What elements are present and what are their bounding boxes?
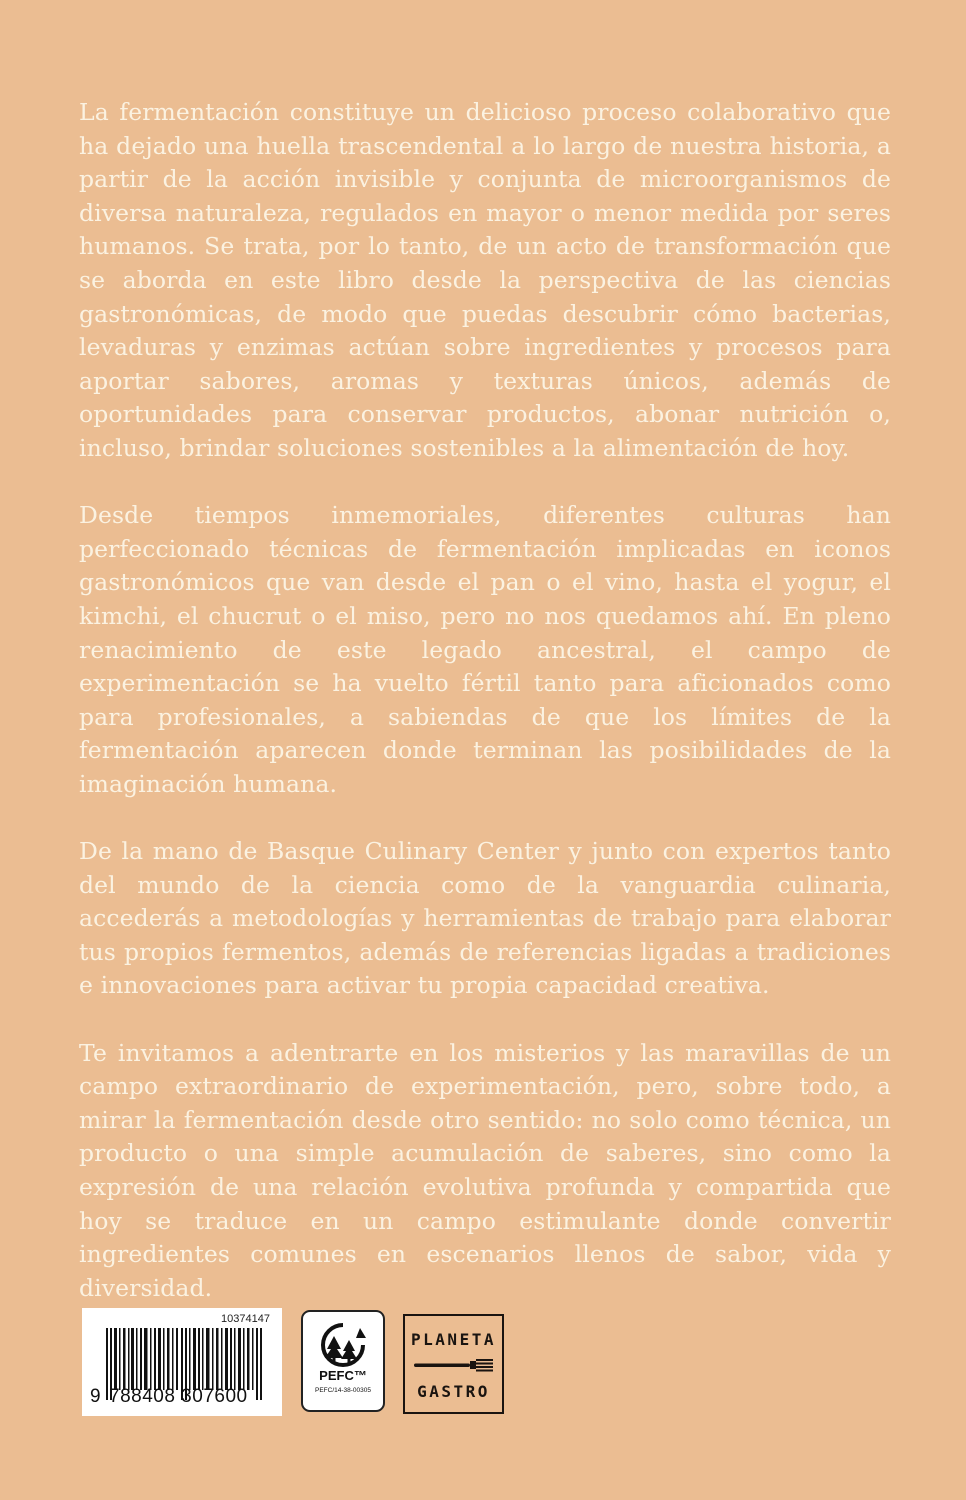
paragraph-4: Te invitamos a adentrarte en los misterios y las maravillas de un campo extraordinario de experimentación, pero, sobre todo, a mirar la fermentación desde otro sentido: no solo como técnica, un producto o una simple acumulación de saberes, sino como la expresión de una relación evolutiva profunda y compartida que hoy se traduce en un campo estimulante donde convertir ingredientes comunes en escenarios llenos de sabor, vida y diversidad. — [79, 1038, 891, 1302]
isbn-barcode — [82, 1308, 282, 1416]
pefc-certification-mark — [301, 1310, 385, 1412]
publisher-logo — [403, 1314, 504, 1414]
isbn-first-digit: 9 — [90, 1386, 101, 1407]
pefc-label: PEFC™ — [319, 1368, 367, 1383]
fork-icon — [414, 1357, 494, 1373]
pefc-code: PEFC/14-38-00305 — [314, 1387, 371, 1394]
back-cover-text — [79, 96, 891, 1339]
isbn-digits: 788408 307600 — [109, 1386, 248, 1407]
paragraph-1: La fermentación constituye un delicioso proceso colaborativo que ha dejado una huella trascendental a lo largo de nuestra historia, a partir de la acción invisible y conjunta de microorganismos de diversa naturaleza, regulados en mayor o menor medida por seres humanos. Se trata, por lo tanto, de un acto de transformación que se aborda en este libro desde la perspectiva de las ciencias gastronómicas, de modo que puedas descubrir cómo bacterias, levaduras y enzimas actúan sobre ingredientes y procesos para aportar sabores, aromas y texturas únicos, además de oportunidades para conservar productos, abonar nutrición o, incluso, brindar soluciones sostenibles a la alimentación de hoy. — [79, 98, 891, 462]
paragraph-3: De la mano de Basque Culinary Center y junto con expertos tanto del mundo de la ciencia como de la vanguardia culinaria, accederás a metodologías y herramientas de trabajo para elaborar tus propios fermentos, además de referencias ligadas a tradiciones e innovaciones para activar tu propia capacidad creativa. — [79, 837, 891, 1000]
pefc-tree-icon — [316, 1322, 370, 1368]
publisher-name-line1: PLANETA — [411, 1330, 496, 1349]
publisher-name-line2: GASTRO — [417, 1382, 490, 1401]
paragraph-2: Desde tiempos inmemoriales, diferentes culturas han perfeccionado técnicas de fermentación implicadas en iconos gastronómicos que van desde el pan o el vino, hasta el yogur, el kimchi, el chucrut o el miso, pero no nos quedamos ahí. En pleno renacimiento de este legado ancestral, el campo de experimentación se ha vuelto fértil tanto para aficionados como para profesionales, a sabiendas de que los límites de la fermentación aparecen donde terminan las posibilidades de la imaginación humana. — [79, 501, 891, 798]
product-code: 10374147 — [221, 1313, 270, 1325]
